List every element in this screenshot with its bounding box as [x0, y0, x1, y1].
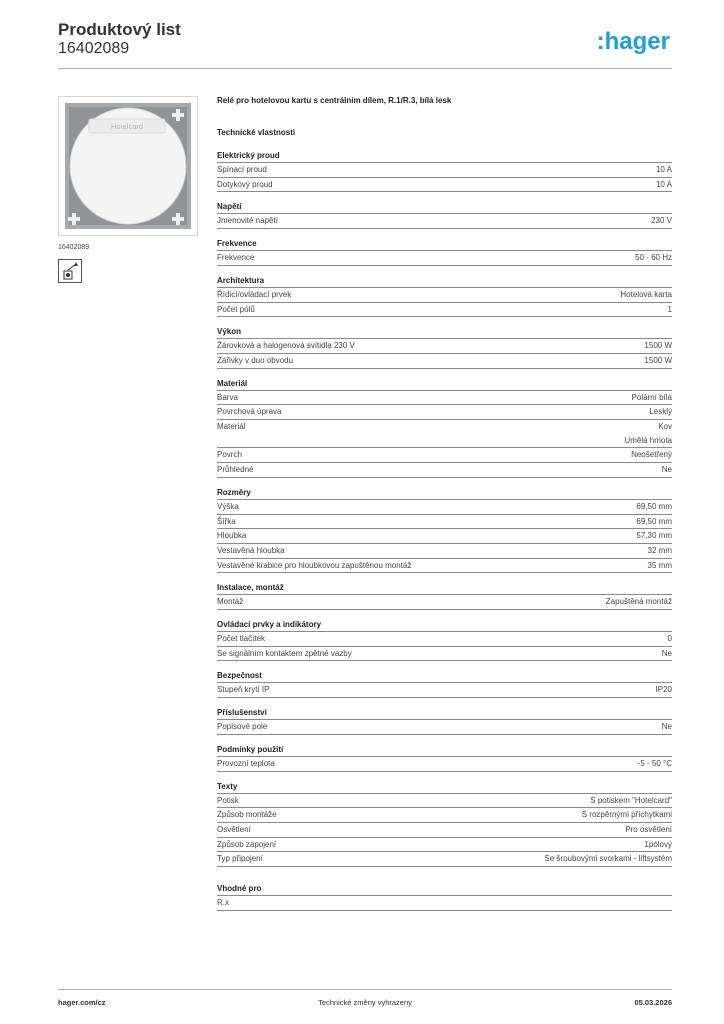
spec-label: Potisk — [217, 795, 239, 805]
suitable-for-value: R.x — [217, 898, 229, 908]
footer-note: Technické změny vyhrazeny — [318, 998, 412, 1007]
spec-row — [217, 420, 672, 448]
image-caption: 16402089 — [58, 244, 90, 251]
spec-row — [217, 251, 672, 266]
spec-value — [638, 757, 672, 771]
spec-value-line: 10 A — [655, 165, 672, 174]
spec-row — [217, 595, 672, 610]
spec-label: Povrch — [217, 450, 242, 460]
spec-value — [648, 544, 672, 558]
spec-value-line: -5 - 50 °C — [637, 758, 672, 768]
spec-label: Žárovková a halogenová svítidla 230 V — [217, 341, 355, 351]
spec-value-line: 1pólový — [644, 839, 672, 849]
spec-label: Počet tlačítek — [217, 634, 266, 644]
spec-group-title: Materiál — [217, 378, 672, 391]
spec-value — [631, 448, 672, 462]
spec-value-line: 1500 W — [644, 355, 672, 365]
spec-value-line: Hotelová karta — [620, 289, 672, 299]
spec-label: Výška — [217, 501, 239, 511]
spec-label: Dotykový proud — [217, 179, 273, 189]
spec-value — [620, 288, 672, 302]
spec-label: Typ připojení — [217, 854, 263, 864]
spec-row — [217, 288, 672, 303]
relay-picture — [59, 97, 197, 235]
spec-group-title: Frekvence — [217, 238, 672, 251]
spec-row — [217, 757, 672, 772]
spec-value — [582, 808, 672, 822]
spec-value-line: Lesklý — [649, 407, 672, 417]
spec-group-title: Podmínky použití — [217, 744, 672, 757]
spec-value-line: Ne — [661, 648, 672, 658]
spec-value — [656, 163, 672, 177]
footer-website-link[interactable]: hager.com/cz — [58, 998, 106, 1007]
spec-value-line: Zapuštěná montáž — [605, 597, 672, 607]
spec-label: Osvětlení — [217, 824, 251, 834]
spec-group-title: Architektura — [217, 275, 672, 288]
spec-value — [668, 632, 672, 646]
spec-value — [662, 720, 672, 734]
spec-row — [217, 529, 672, 544]
spec-label: Vestavěná hloubka — [217, 545, 285, 555]
product-image — [58, 96, 198, 236]
spec-label: Povrchová úprava — [217, 407, 282, 417]
spec-value-line: 69,50 mm — [636, 501, 672, 511]
spec-row — [217, 354, 672, 369]
spec-row — [217, 808, 672, 823]
page-footer — [58, 998, 672, 1010]
spec-value-line: Ne — [661, 722, 672, 732]
spec-label: Zářivky v duo obvodu — [217, 355, 294, 365]
spec-value — [625, 823, 672, 837]
spec-value — [651, 214, 672, 228]
spec-group — [217, 487, 672, 574]
spec-label: Hloubka — [217, 531, 247, 541]
hotelcard-imprint: Hotelcard — [110, 122, 144, 131]
spec-label: Barva — [217, 392, 238, 402]
spec-value — [624, 420, 672, 447]
spec-value — [644, 838, 672, 852]
spec-value-line: Polární bílá — [631, 392, 672, 402]
spec-value-line: Se šroubovými svorkami - liftsystém — [544, 854, 672, 864]
product-number: 16402089 — [58, 40, 130, 57]
spec-value-line: 230 V — [651, 216, 672, 226]
section-title: Technické vlastnosti — [217, 128, 296, 137]
spec-row — [217, 838, 672, 853]
spec-value-line: S potiskem "Hotelcard" — [590, 795, 672, 805]
spec-row — [217, 559, 672, 574]
spec-group — [217, 582, 672, 610]
spec-group — [217, 670, 672, 698]
spec-value-line: IP20 — [655, 685, 672, 695]
spec-row — [217, 852, 672, 867]
spec-value-line: 1500 W — [644, 341, 672, 351]
suitable-for-row — [217, 896, 672, 911]
spec-label: Průhledné — [217, 465, 254, 475]
spec-label: Spínací proud — [217, 165, 267, 174]
spec-group-title: Ovládací prvky a indikátory — [217, 619, 672, 632]
spec-label: Počet pólů — [217, 304, 255, 314]
footer-divider — [58, 989, 672, 990]
spec-group — [217, 781, 672, 868]
product-description: Relé pro hotelovou kartu s centrálním dílem, R.1/R.3, bílá lesk — [217, 96, 452, 105]
spec-group-title: Texty — [217, 781, 672, 794]
spec-row — [217, 647, 672, 662]
spec-row — [217, 683, 672, 698]
spec-row — [217, 632, 672, 647]
spec-row — [217, 391, 672, 406]
spec-label: Montáž — [217, 597, 244, 607]
spec-value-line: Umělá hmota — [624, 435, 672, 445]
spec-label: Se signálním kontaktem zpětné vazby — [217, 648, 352, 658]
spec-row — [217, 500, 672, 515]
spec-value-line: Pro osvětlení — [625, 824, 672, 834]
spec-group-title: Rozměry — [217, 487, 672, 500]
spec-label: Materiál — [217, 422, 246, 432]
spec-group-title: Příslušenství — [217, 707, 672, 720]
spec-value — [662, 647, 672, 661]
spec-row — [217, 303, 672, 318]
spec-group — [217, 150, 672, 192]
spec-row — [217, 720, 672, 735]
spec-label: Způsob zapojení — [217, 839, 277, 849]
spec-value — [636, 529, 672, 543]
spec-row — [217, 515, 672, 530]
spec-row — [217, 794, 672, 809]
spec-value-line: 69,50 mm — [636, 516, 672, 526]
spec-group-title: Instalace, montáž — [217, 582, 672, 595]
suitable-for-title: Vhodné pro — [217, 883, 672, 896]
spec-label: Jmenovité napětí — [217, 216, 278, 226]
spec-row — [217, 214, 672, 229]
spec-group-title: Napětí — [217, 201, 672, 214]
spec-value — [590, 794, 672, 808]
spec-value — [632, 391, 672, 405]
spec-group — [217, 275, 672, 317]
header-divider — [58, 68, 672, 69]
spec-value-line: S rozpěrnými příchytkami — [581, 810, 672, 820]
spec-value-line: 32 mm — [647, 545, 672, 555]
spec-content — [217, 96, 672, 920]
spec-value — [635, 251, 672, 265]
spec-value — [544, 852, 672, 866]
spec-label: Popisové pole — [217, 722, 268, 732]
spec-value — [648, 559, 672, 573]
spec-value — [644, 339, 672, 353]
spec-row — [217, 339, 672, 354]
spec-group — [217, 378, 672, 478]
spec-value-line: Ne — [661, 465, 672, 475]
spec-value — [649, 405, 672, 419]
spec-value — [668, 303, 672, 317]
spec-row — [217, 163, 672, 178]
spec-value-line: 10 A — [655, 179, 672, 189]
spec-label: Provozní teplota — [217, 758, 275, 768]
spec-value — [606, 595, 672, 609]
spec-group-title: Výkon — [217, 326, 672, 339]
installation-icon[interactable] — [58, 259, 82, 283]
spec-label: Frekvence — [217, 253, 255, 263]
spec-group-title: Elektrický proud — [217, 150, 672, 163]
spec-group — [217, 201, 672, 229]
spec-group — [217, 238, 672, 266]
spec-value-line: 0 — [667, 634, 672, 644]
spec-group — [217, 326, 672, 368]
spec-label: Řídicí/ovládací prvek — [217, 289, 292, 299]
spec-value-line: 50 - 60 Hz — [635, 253, 672, 263]
product-sidebar — [58, 96, 198, 283]
page-title: Produktový list — [58, 20, 181, 39]
spec-group — [217, 707, 672, 735]
spec-label: Stupeň krytí IP — [217, 685, 270, 695]
spec-value-line: Neošetřený — [631, 450, 672, 460]
spec-value — [636, 500, 672, 514]
spec-row — [217, 448, 672, 463]
hager-logo — [590, 24, 672, 58]
spec-row — [217, 463, 672, 478]
spec-value — [662, 463, 672, 477]
spec-group — [217, 619, 672, 661]
spec-label: Vestavěné krabice pro hloubkovou zapuštěnou montáž — [217, 560, 412, 570]
spec-row — [217, 544, 672, 559]
spec-value-line: 1 — [667, 304, 672, 314]
spec-value — [656, 178, 672, 192]
spec-label: Šířka — [217, 516, 236, 526]
spec-groups — [217, 150, 672, 867]
spec-group — [217, 744, 672, 772]
suitable-for-group — [217, 883, 672, 911]
spec-row — [217, 178, 672, 193]
page-header — [58, 20, 672, 70]
footer-date: 05.03.2026 — [634, 998, 672, 1007]
spec-row — [217, 405, 672, 420]
spec-value-line: 57,30 mm — [636, 531, 672, 541]
hager-logo-text: :hager — [596, 28, 670, 55]
spec-value-line: 35 mm — [647, 560, 672, 570]
spec-label: Způsob montáže — [217, 810, 277, 820]
spec-value — [656, 683, 672, 697]
spec-value-line: Kov — [658, 422, 672, 432]
spec-value — [636, 515, 672, 529]
spec-value — [644, 354, 672, 368]
spec-group-title: Bezpečnost — [217, 670, 672, 683]
spec-row — [217, 823, 672, 838]
